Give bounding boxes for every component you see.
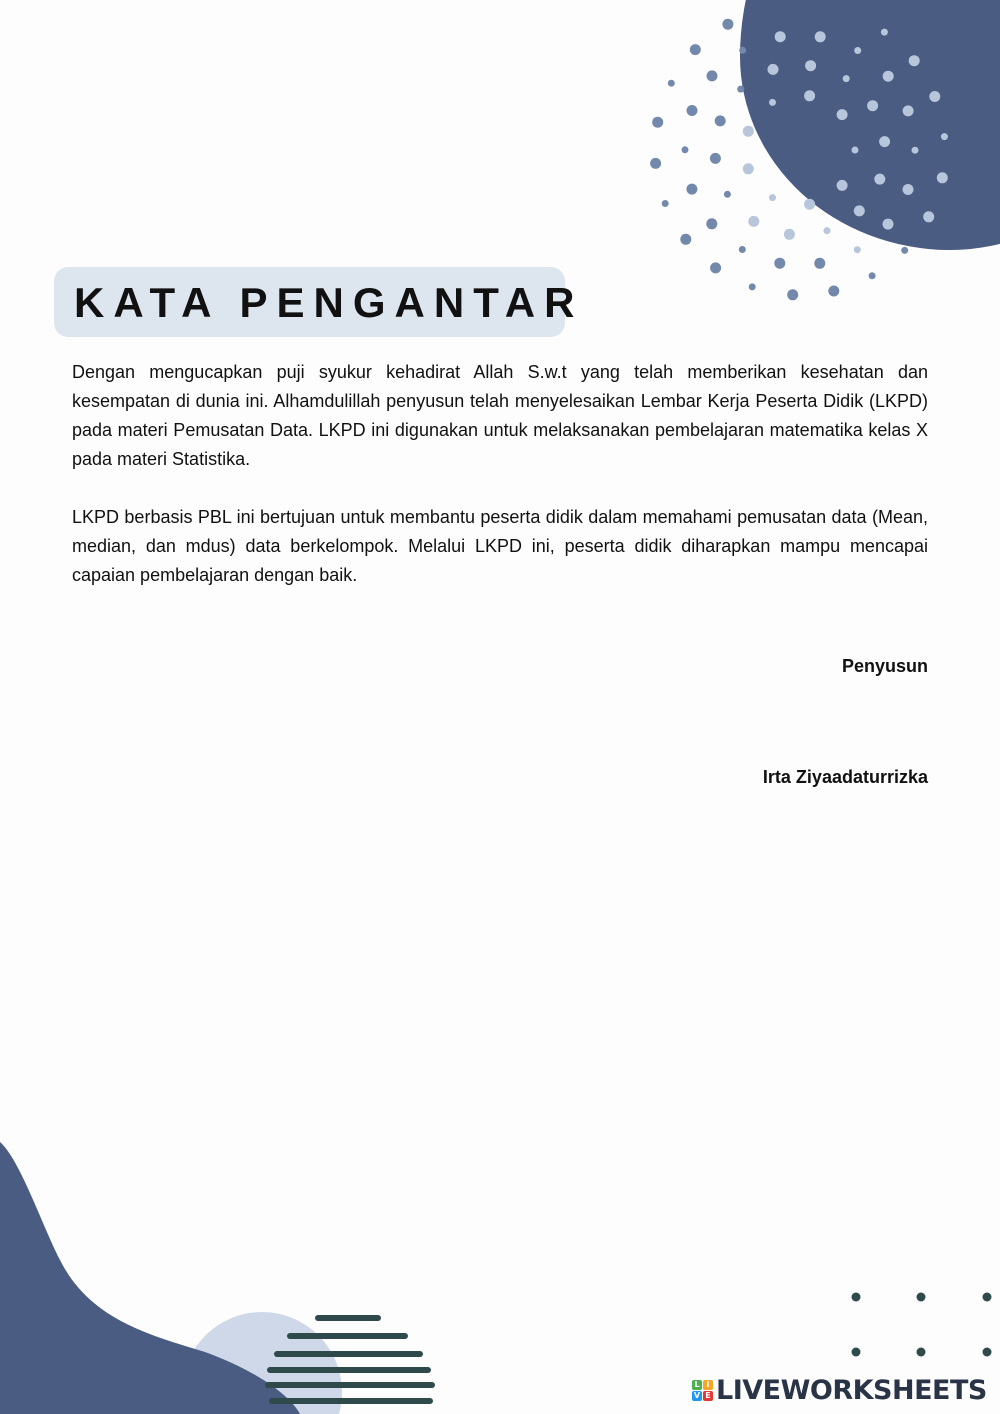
decorative-dot (774, 258, 785, 269)
decorative-dot (668, 80, 675, 87)
decorative-dot (787, 289, 798, 300)
decorative-dot (724, 191, 731, 198)
page-title: KATA PENGANTAR (74, 279, 584, 326)
decorative-dot (815, 31, 826, 42)
logo-icon (692, 1380, 713, 1401)
decorative-dot (941, 133, 948, 140)
decorative-dot (804, 90, 815, 101)
decorative-dot (909, 55, 920, 66)
decorative-dot (682, 146, 689, 153)
decorative-dot (874, 174, 885, 185)
decorative-dot (903, 184, 914, 195)
decorative-dot (662, 200, 669, 207)
decorative-dot (722, 19, 733, 30)
decorative-dot (824, 227, 831, 234)
decorative-dot (686, 184, 697, 195)
decorative-dot (710, 153, 721, 164)
decorative-dot (784, 229, 795, 240)
decorative-dot (748, 216, 759, 227)
decorative-dot (854, 205, 865, 216)
decorative-dot (901, 247, 908, 254)
decorative-dot (923, 211, 934, 222)
decorative-dot (854, 47, 861, 54)
logo-tile: E (703, 1391, 713, 1401)
decorative-dot (869, 272, 876, 279)
decorative-dot (743, 163, 754, 174)
liveworksheets-logo (692, 1374, 987, 1406)
decorative-dot (743, 126, 754, 137)
decorative-dot (769, 99, 776, 106)
decorative-shapes-bottom (0, 1120, 1000, 1414)
paragraph-2: LKPD berbasis PBL ini bertujuan untuk membantu peserta didik dalam memahami pemusatan data (Mean, median, dan mdus) data berkelompok. Melalui LKPD ini, peserta didik diharapkan mampu mencapai capaian pembelajaran dengan baik. (72, 507, 928, 585)
logo-tile: V (693, 1390, 701, 1400)
decorative-dot (650, 158, 661, 169)
decorative-dot (852, 147, 859, 154)
decorative-dot (739, 47, 746, 54)
decorative-dot (775, 31, 786, 42)
decorative-dot (843, 75, 850, 82)
decorative-dot (937, 172, 948, 183)
paragraph-1: Dengan mengucapkan puji syukur kehadirat Allah S.w.t yang telah memberikan kesehatan dan kesempatan di dunia ini. Alhamdulillah penyusun telah menyelesaikan Lembar Kerja Peserta Didik (LKPD) pada materi Pemusatan Data. LKPD ini digunakan untuk melaksanakan pembelajaran matematika kelas X pada materi Statistika. (72, 362, 928, 469)
decorative-dot (737, 86, 744, 93)
logo-tile: I (703, 1380, 713, 1390)
decorative-dot (805, 60, 816, 71)
decorative-dot (814, 258, 825, 269)
logo-text: LIVEWORKSHEETS (716, 1374, 987, 1406)
decorative-dot (883, 71, 894, 82)
decorative-dot (881, 29, 888, 36)
decorative-dot (680, 234, 691, 245)
decorative-dot (903, 105, 914, 116)
decorative-dot (879, 136, 890, 147)
decorative-dot (715, 115, 726, 126)
decorative-dot (710, 262, 721, 273)
decorative-dot (804, 199, 815, 210)
decorative-dot (883, 219, 894, 230)
decorative-dot (707, 70, 718, 81)
decorative-dot (749, 283, 756, 290)
decorative-dot (912, 147, 919, 154)
decorative-dot (768, 64, 779, 75)
decorative-dot (867, 100, 878, 111)
decorative-dot (837, 180, 848, 191)
decorative-dot (929, 91, 940, 102)
logo-tile: L (692, 1380, 702, 1390)
decorative-dot (706, 218, 717, 229)
decorative-dot (769, 194, 776, 201)
decorative-dot-grid (852, 1293, 992, 1357)
decorative-dot (652, 117, 663, 128)
decorative-dot (739, 246, 746, 253)
signature-name: Irta Ziyaadaturrizka (762, 767, 928, 787)
signature-role: Penyusun (841, 656, 928, 676)
decorative-dot (837, 109, 848, 120)
decorative-dot (687, 105, 698, 116)
decorative-dot (828, 286, 839, 297)
decorative-dot (854, 246, 861, 253)
decorative-dot (690, 44, 701, 55)
